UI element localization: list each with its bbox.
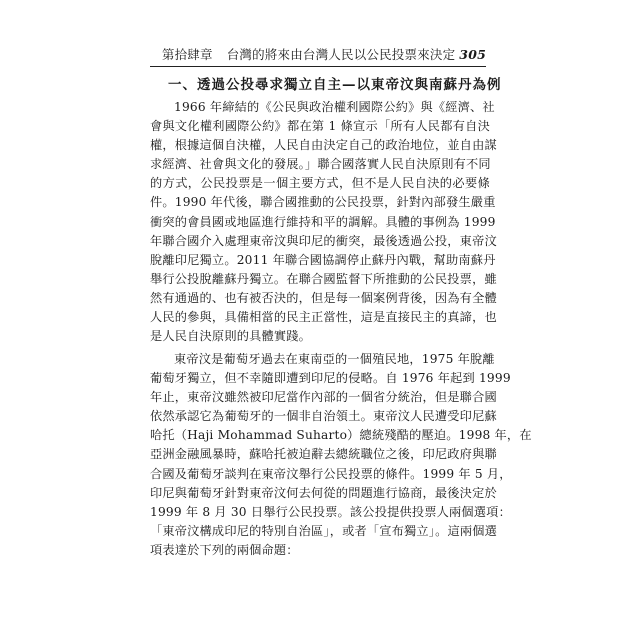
paragraph-line: 會與文化權利國際公約》都在第 1 條宣示「所有人民都有自決 (150, 119, 490, 134)
paragraph-line: 年聯合國介入處理東帝汶與印尼的衝突，最後透過公投，東帝汶 (150, 233, 497, 248)
paragraph-line: 哈托（Haji Mohammad Suharto）總統殘酷的壓迫。1998 年，在 (150, 428, 532, 443)
paragraph-line: 亞洲金融風暴時，蘇哈托被迫辭去總統職位之後，印尼政府與聯 (150, 447, 497, 462)
chapter-title: 台灣的將來由台灣人民以公民投票來決定 (226, 47, 456, 62)
paragraph-1 (150, 98, 497, 346)
paragraph-line: 合國及葡萄牙談判在東帝汶舉行公民投票的條件。1999 年 5 月， (150, 466, 512, 481)
paragraph-line: 舉行公投脫離蘇丹獨立。在聯合國監督下所推動的公民投票，雖 (150, 271, 497, 286)
paragraph-line: 1999 年 8 月 30 日舉行公民投票。該公投提供投票人兩個選項： (150, 504, 511, 519)
running-header (150, 46, 486, 64)
paragraph-line: 衝突的會員國或地區進行維持和平的調解。具體的事例為 1999 (150, 214, 496, 229)
paragraph-line: 的方式，公民投票是一個主要方式，但不是人民自決的必要條 (150, 176, 490, 191)
paragraph-line: 東帝汶是葡萄牙過去在東南亞的一個殖民地，1975 年脫離 (174, 352, 495, 366)
paragraph-line: 求經濟、社會與文化的發展。」聯合國落實人民自決原則有不同 (150, 157, 491, 172)
paragraph-line: 權，根據這個自決權，人民自由決定自己的政治地位，並自由謀 (150, 138, 497, 153)
paragraph-line: 人民的參與，具備相當的民主正當性，這是直接民主的真諦，也 (150, 310, 497, 325)
paragraph-2 (150, 350, 532, 560)
header-rule (150, 66, 486, 67)
chapter-label: 第拾肆章 (161, 47, 213, 62)
paragraph-line: 項表達於下列的兩個命題： (150, 542, 299, 557)
paragraph-line: 脫離印尼獨立。2011 年聯合國協調停止蘇丹內戰，幫助南蘇丹 (150, 252, 496, 267)
section-heading: 一、透過公投尋求獨立自主—以東帝汶與南蘇丹為例 (168, 77, 502, 93)
page-number: 305 (459, 47, 486, 62)
paragraph-line: 葡萄牙獨立，但不幸隨即遭到印尼的侵略。自 1976 年起到 1999 (150, 371, 511, 386)
paragraph-line: 年止，東帝汶雖然被印尼當作內部的一個省分統治，但是聯合國 (150, 390, 497, 405)
paragraph-line: 件。1990 年代後，聯合國推動的公民投票，針對內部發生嚴重 (150, 195, 496, 210)
paragraph-line: 印尼與葡萄牙針對東帝汶何去何從的問題進行協商，最後決定於 (150, 485, 497, 500)
paragraph-line: 「東帝汶構成印尼的特別自治區」，或者「宣布獨立」。這兩個選 (150, 523, 498, 538)
paragraph-line: 依然承認它為葡萄牙的一個非自治領土。東帝汶人民遭受印尼蘇 (150, 409, 497, 424)
paragraph-line: 是人民自決原則的具體實踐。 (150, 329, 312, 344)
paragraph-line: 1966 年締結的《公民與政治權利國際公約》與《經濟、社 (174, 100, 495, 114)
paragraph-line: 然有通過的、也有被否決的，但是每一個案例背後，因為有全體 (150, 290, 497, 305)
